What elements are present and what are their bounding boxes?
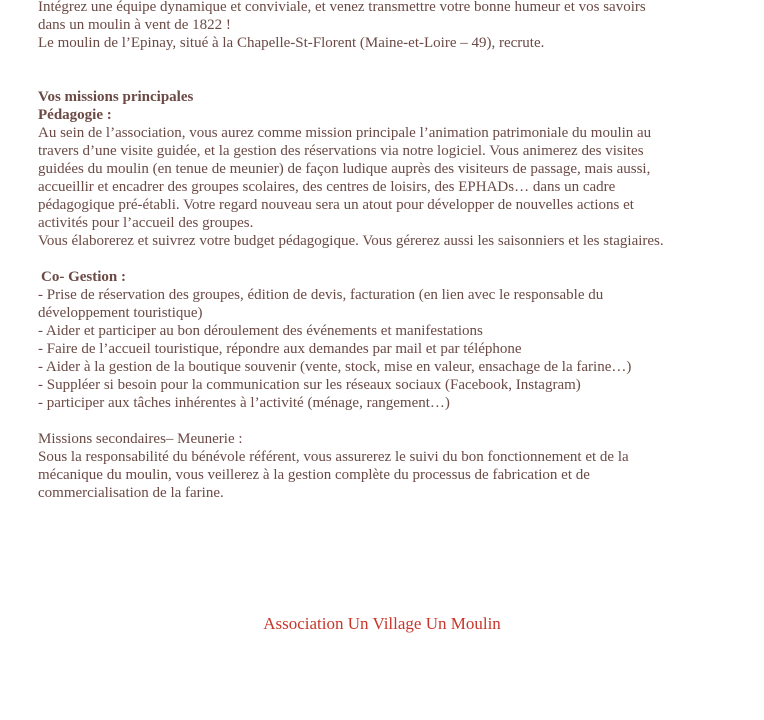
- intro-line: Le moulin de l’Epinay, situé à la Chapelle-St-Florent (Maine-et-Loire – 49), recrute.: [38, 35, 545, 51]
- intro-line: Intégrez une équipe dynamique et conviviale, et venez transmettre votre bonne humeur et vos savoirs: [38, 0, 646, 15]
- association-name: Association Un Village Un Moulin: [263, 614, 501, 633]
- gestion-heading: Co- Gestion :: [41, 269, 126, 285]
- missions-heading: Vos missions principales: [38, 89, 194, 105]
- secondaires-line: Sous la responsabilité du bénévole référent, vous assurerez le suivi du bon fonctionnement et de la: [38, 449, 629, 465]
- secondaires-line: mécanique du moulin, vous veillerez à la gestion complète du processus de fabrication et de: [38, 467, 590, 483]
- spacer: [38, 52, 728, 88]
- pedagogie-paragraph: [38, 124, 728, 250]
- pedagogie-line: Au sein de l’association, vous aurez comme mission principale l’animation patrimoniale du moulin au: [38, 125, 652, 141]
- pedagogie-line: Vous élaborerez et suivrez votre budget pédagogique. Vous gérerez aussi les saisonniers et les stagiaires.: [38, 233, 664, 249]
- gestion-list-item: - Aider à la gestion de la boutique souvenir (vente, stock, mise en valeur, ensachage de la farine…): [38, 359, 632, 375]
- secondaires-heading: Missions secondaires– Meunerie :: [38, 431, 243, 447]
- secondaires-paragraph: [38, 448, 728, 502]
- intro-line: dans un moulin à vent de 1822 !: [38, 17, 231, 33]
- pedagogie-heading: Pédagogie :: [38, 107, 112, 123]
- gestion-list-item: - Faire de l’accueil touristique, répondre aux demandes par mail et par téléphone: [38, 341, 522, 357]
- job-offer-document: [38, 0, 728, 502]
- pedagogie-line: pédagogique pré-établi. Votre regard nouveau sera un atout pour développer de nouvelles actions et: [38, 197, 634, 213]
- pedagogie-line: accueillir et encadrer des groupes scolaires, des centres de loisirs, des EPHADs… dans un cadre: [38, 179, 616, 195]
- pedagogie-line: travers d’une visite guidée, et la gestion des réservations via notre logiciel. Vous animerez des visites: [38, 143, 644, 159]
- spacer: [38, 412, 728, 430]
- gestion-list-item: - Suppléer si besoin pour la communication sur les réseaux sociaux (Facebook, Instagram): [38, 377, 581, 393]
- gestion-list-item: - participer aux tâches inhérentes à l’activité (ménage, rangement…): [38, 395, 450, 411]
- missions-section: [38, 88, 728, 502]
- gestion-list: [38, 286, 728, 412]
- gestion-list-item: - Prise de réservation des groupes, édition de devis, facturation (en lien avec le responsable du: [38, 287, 604, 303]
- pedagogie-line: guidées du moulin (en tenue de meunier) de façon ludique auprès des visiteurs de passage, mais aussi,: [38, 161, 651, 177]
- secondaires-line: commercialisation de la farine.: [38, 485, 224, 501]
- spacer: [38, 250, 728, 268]
- gestion-list-item: - Aider et participer au bon déroulement des événements et manifestations: [38, 323, 483, 339]
- intro-paragraph: [38, 0, 728, 52]
- gestion-list-item: développement touristique): [38, 305, 203, 321]
- pedagogie-line: activités pour l’accueil des groupes.: [38, 215, 254, 231]
